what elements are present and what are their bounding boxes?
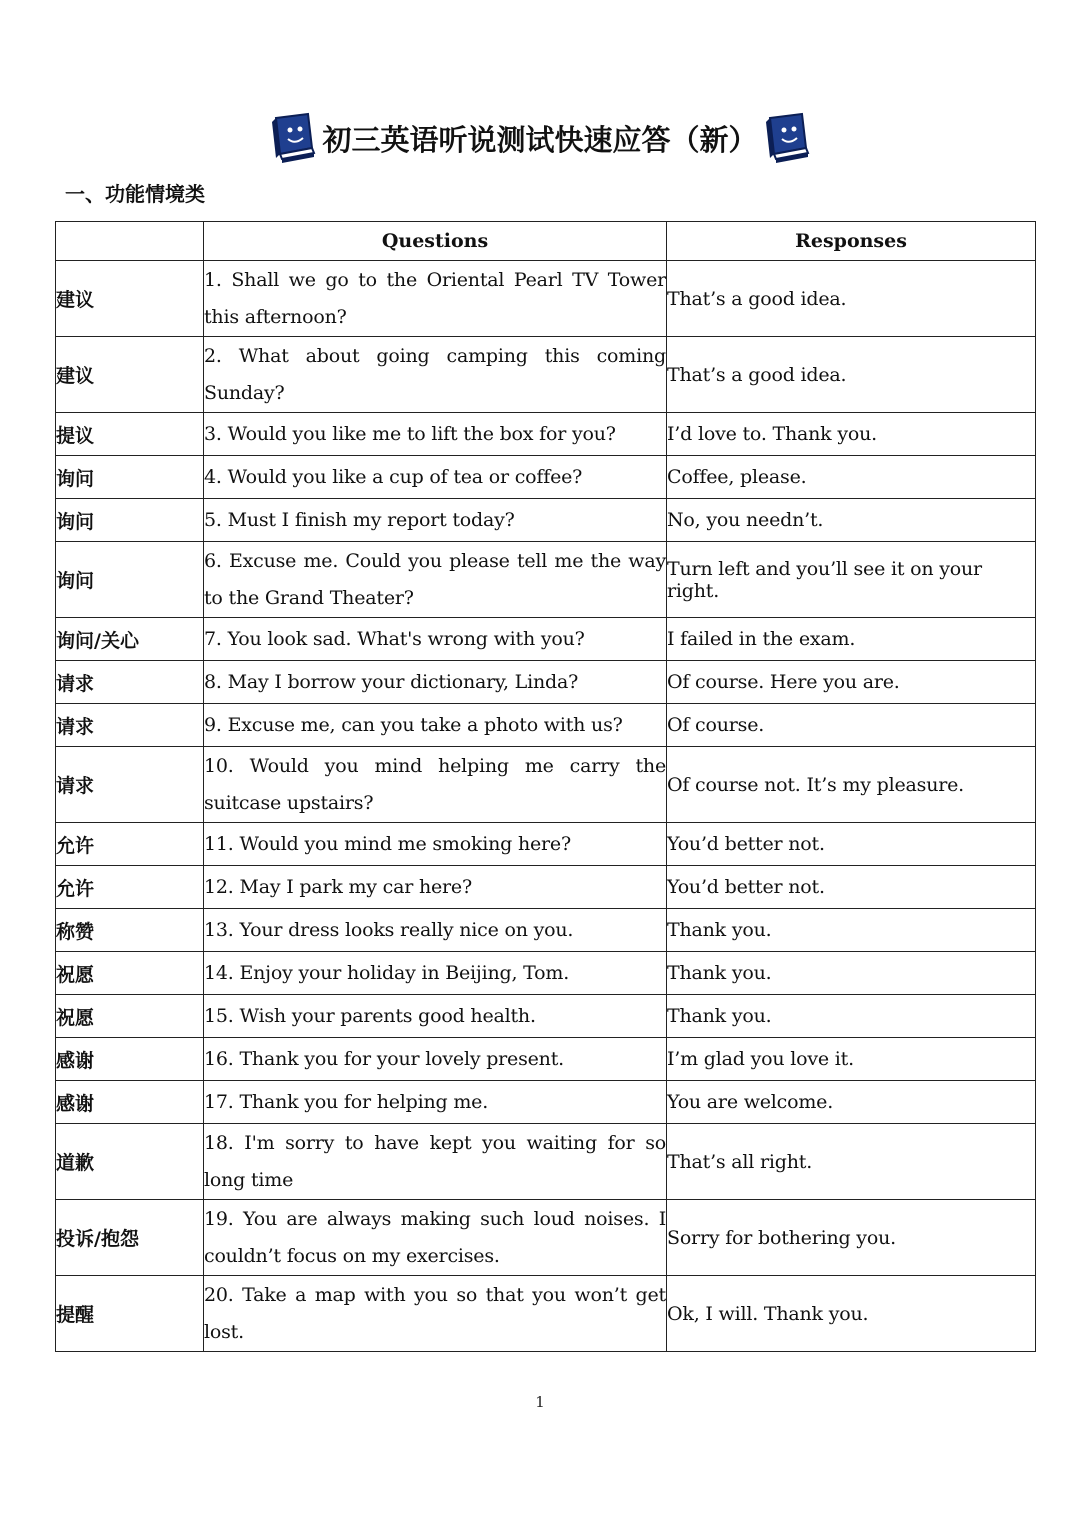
question-cell: 12. May I park my car here?: [204, 866, 667, 909]
response-cell: Turn left and you’ll see it on your right.: [667, 542, 1036, 618]
category-cell: 建议: [56, 337, 204, 413]
table-row: [56, 1200, 1036, 1276]
category-cell: 询问: [56, 456, 204, 499]
response-cell: That’s a good idea.: [667, 337, 1036, 413]
category-cell: 提议: [56, 413, 204, 456]
table-row: [56, 661, 1036, 704]
category-cell: 询问: [56, 499, 204, 542]
question-cell: 15. Wish your parents good health.: [204, 995, 667, 1038]
response-cell: Of course.: [667, 704, 1036, 747]
table-row: [56, 1081, 1036, 1124]
table-row: [56, 618, 1036, 661]
table-row: [56, 995, 1036, 1038]
table-row: [56, 542, 1036, 618]
category-cell: 提醒: [56, 1276, 204, 1352]
question-cell: 10. Would you mind helping me carry the suitcase upstairs?: [204, 747, 667, 823]
table-row: [56, 1276, 1036, 1352]
response-cell: You’d better not.: [667, 823, 1036, 866]
response-cell: Of course not. It’s my pleasure.: [667, 747, 1036, 823]
question-cell: 3. Would you like me to lift the box for you?: [204, 413, 667, 456]
question-cell: 14. Enjoy your holiday in Beijing, Tom.: [204, 952, 667, 995]
category-cell: 道歉: [56, 1124, 204, 1200]
category-cell: 感谢: [56, 1081, 204, 1124]
category-cell: 询问/关心: [56, 618, 204, 661]
question-cell: 18. I'm sorry to have kept you waiting for so long time: [204, 1124, 667, 1200]
category-cell: 询问: [56, 542, 204, 618]
category-cell: 请求: [56, 704, 204, 747]
category-cell: 建议: [56, 261, 204, 337]
response-cell: I’m glad you love it.: [667, 1038, 1036, 1081]
category-cell: 感谢: [56, 1038, 204, 1081]
table-row: [56, 704, 1036, 747]
question-cell: 4. Would you like a cup of tea or coffee?: [204, 456, 667, 499]
header-questions: Questions: [204, 222, 667, 261]
page-title-row: [0, 108, 1080, 168]
question-cell: 20. Take a map with you so that you won’t get lost.: [204, 1276, 667, 1352]
page-number: 1: [535, 1393, 545, 1411]
question-cell: 16. Thank you for your lovely present.: [204, 1038, 667, 1081]
question-cell: 13. Your dress looks really nice on you.: [204, 909, 667, 952]
table-header-row: [56, 222, 1036, 261]
response-cell: You are welcome.: [667, 1081, 1036, 1124]
response-cell: That’s all right.: [667, 1124, 1036, 1200]
question-cell: 9. Excuse me, can you take a photo with us?: [204, 704, 667, 747]
response-cell: Ok, I will. Thank you.: [667, 1276, 1036, 1352]
table-row: [56, 413, 1036, 456]
header-responses: Responses: [667, 222, 1036, 261]
question-cell: 6. Excuse me. Could you please tell me the way to the Grand Theater?: [204, 542, 667, 618]
qa-table: [55, 221, 1036, 1352]
header-category: [56, 222, 204, 261]
question-cell: 11. Would you mind me smoking here?: [204, 823, 667, 866]
book-icon: [268, 112, 318, 164]
question-cell: 2. What about going camping this coming Sunday?: [204, 337, 667, 413]
question-cell: 1. Shall we go to the Oriental Pearl TV Tower this afternoon?: [204, 261, 667, 337]
table-row: [56, 261, 1036, 337]
category-cell: 称赞: [56, 909, 204, 952]
book-icon: [762, 112, 812, 164]
table-row: [56, 866, 1036, 909]
category-cell: 祝愿: [56, 952, 204, 995]
response-cell: Sorry for bothering you.: [667, 1200, 1036, 1276]
response-cell: I’d love to. Thank you.: [667, 413, 1036, 456]
page-title: 初三英语听说测试快速应答（新）: [322, 122, 758, 157]
table-row: [56, 499, 1036, 542]
response-cell: No, you needn’t.: [667, 499, 1036, 542]
question-cell: 5. Must I finish my report today?: [204, 499, 667, 542]
table-row: [56, 952, 1036, 995]
table-row: [56, 823, 1036, 866]
section-title: 一、功能情境类: [65, 182, 205, 206]
category-cell: 请求: [56, 661, 204, 704]
question-cell: 17. Thank you for helping me.: [204, 1081, 667, 1124]
category-cell: 允许: [56, 866, 204, 909]
category-cell: 允许: [56, 823, 204, 866]
table-row: [56, 747, 1036, 823]
response-cell: Thank you.: [667, 909, 1036, 952]
question-cell: 8. May I borrow your dictionary, Linda?: [204, 661, 667, 704]
response-cell: You’d better not.: [667, 866, 1036, 909]
response-cell: Thank you.: [667, 995, 1036, 1038]
table-row: [56, 1038, 1036, 1081]
response-cell: Thank you.: [667, 952, 1036, 995]
category-cell: 祝愿: [56, 995, 204, 1038]
category-cell: 投诉/抱怨: [56, 1200, 204, 1276]
category-cell: 请求: [56, 747, 204, 823]
response-cell: Of course. Here you are.: [667, 661, 1036, 704]
table-row: [56, 909, 1036, 952]
response-cell: Coffee, please.: [667, 456, 1036, 499]
table-row: [56, 1124, 1036, 1200]
response-cell: That’s a good idea.: [667, 261, 1036, 337]
response-cell: I failed in the exam.: [667, 618, 1036, 661]
question-cell: 19. You are always making such loud noises. I couldn’t focus on my exercises.: [204, 1200, 667, 1276]
table-row: [56, 456, 1036, 499]
question-cell: 7. You look sad. What's wrong with you?: [204, 618, 667, 661]
table-row: [56, 337, 1036, 413]
